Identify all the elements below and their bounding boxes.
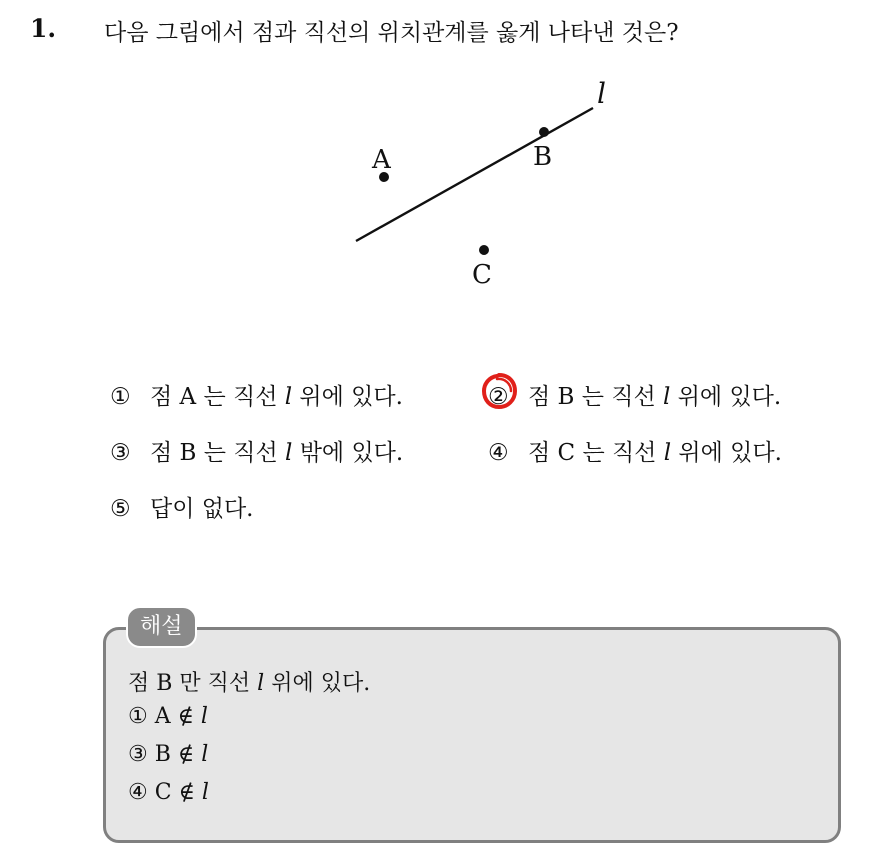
answer-circle-mark bbox=[479, 371, 519, 411]
geometry-figure bbox=[0, 0, 884, 320]
explanation-tab: 해설 bbox=[126, 606, 197, 648]
explanation-item-1: ① A ∉ l bbox=[128, 704, 208, 729]
line-l bbox=[356, 108, 593, 241]
choice-4-number: ④ bbox=[488, 440, 509, 466]
choice-3-text: 점 B 는 직선 l 밖에 있다. bbox=[150, 440, 404, 466]
question-text: 다음 그림에서 점과 직선의 위치관계를 옳게 나타낸 것은? bbox=[104, 20, 679, 46]
choice-3[interactable] bbox=[110, 434, 403, 467]
point-c-dot bbox=[479, 245, 489, 255]
choice-1[interactable] bbox=[110, 378, 403, 411]
point-b-label: B bbox=[533, 142, 553, 172]
point-a-label: A bbox=[372, 145, 391, 175]
choice-2-number: ② bbox=[488, 384, 509, 410]
question-number: 1. bbox=[30, 14, 57, 43]
choice-5-number: ⑤ bbox=[110, 496, 131, 522]
choice-5[interactable] bbox=[110, 490, 254, 523]
explanation-box bbox=[103, 627, 841, 843]
choice-4-text: 점 C 는 직선 l 위에 있다. bbox=[528, 440, 782, 466]
choice-4[interactable] bbox=[488, 434, 782, 467]
choice-2[interactable] bbox=[488, 378, 781, 411]
explanation-summary: 점 B 만 직선 l 위에 있다. bbox=[128, 671, 371, 696]
point-c-label: C bbox=[472, 260, 492, 290]
choice-2-text: 점 B 는 직선 l 위에 있다. bbox=[528, 384, 782, 410]
line-label: l bbox=[597, 77, 606, 110]
choice-1-number: ① bbox=[110, 384, 131, 410]
choice-5-text: 답이 없다. bbox=[150, 496, 254, 522]
explanation-item-2: ③ B ∉ l bbox=[128, 742, 209, 767]
point-b-dot bbox=[539, 127, 549, 137]
explanation-item-3: ④ C ∉ l bbox=[128, 780, 209, 805]
choice-1-text: 점 A 는 직선 l 위에 있다. bbox=[150, 384, 403, 410]
choice-3-number: ③ bbox=[110, 440, 131, 466]
